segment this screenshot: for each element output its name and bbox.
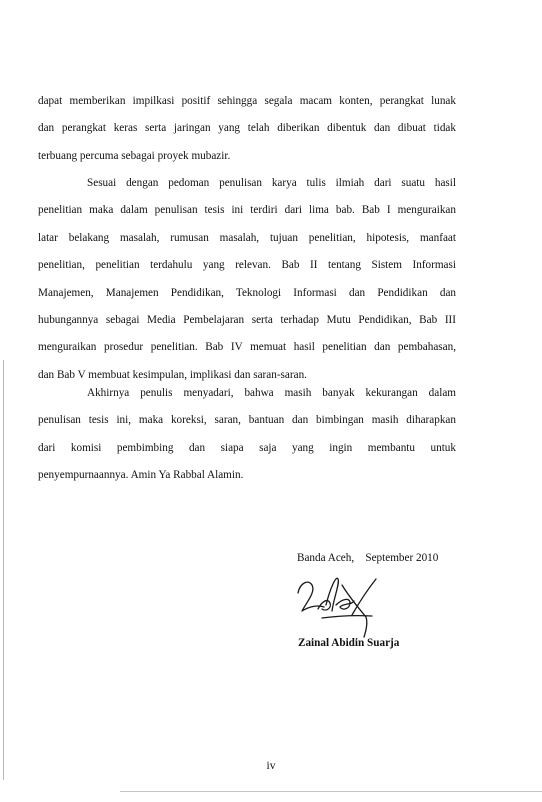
paragraph-line: penyempurnaannya. Amin Ya Rabbal Alamin. — [38, 469, 244, 482]
paragraph-1 — [38, 88, 456, 170]
paragraph-3 — [38, 380, 456, 490]
scan-bottom-line — [120, 791, 542, 792]
paragraph-line: terbuang percuma sebagai proyek mubazir. — [38, 149, 231, 162]
paragraph-line: dapat memberikan impilkasi positif sehingga segala macam konten, perangkat lunak — [38, 95, 456, 107]
paragraph-line: dari komisi pembimbing dan siapa saja yang ingin membantu untuk — [38, 441, 456, 454]
paragraph-line: Manajemen, Manajemen Pendidikan, Teknologi Informasi dan Pendidikan dan — [38, 286, 456, 299]
paragraph-2 — [38, 170, 456, 389]
paragraph-line: latar belakang masalah, rumusan masalah, tujuan penelitian, hipotesis, manfaat — [38, 231, 456, 244]
paragraph-line: menguraikan prosedur penelitian. Bab IV memuat hasil penelitian dan pembahasan, — [38, 341, 456, 354]
paragraph-line: Sesuai dengan pedoman penulisan karya tulis ilmiah dari suatu hasil — [87, 177, 456, 189]
handwritten-signature — [292, 571, 382, 639]
scan-margin-line — [3, 360, 4, 780]
page-number: iv — [266, 760, 276, 772]
paragraph-line: Akhirnya penulis menyadari, bahwa masih banyak kekurangan dalam — [87, 387, 456, 399]
paragraph-line: hubungannya sebagai Media Pembelajaran serta terhadap Mutu Pendidikan, Bab III — [38, 313, 456, 326]
signer-name: Zainal Abidin Suarja — [298, 637, 400, 649]
paragraph-line: dan perangkat keras serta jaringan yang telah diberikan dibentuk dan dibuat tidak — [38, 122, 456, 135]
paragraph-line: penelitian maka dalam penulisan tesis ini terdiri dari lima bab. Bab I menguraikan — [38, 204, 456, 217]
place-date: Banda Aceh, September 2010 — [297, 552, 439, 564]
paragraph-line: penelitian, penelitian terdahulu yang relevan. Bab II tentang Sistem Informasi — [38, 259, 456, 272]
paragraph-line: dan Bab V membuat kesimpulan, implikasi dan saran-saran. — [38, 368, 307, 381]
paragraph-line: penulisan tesis ini, maka koreksi, saran, bantuan dan bimbingan masih diharapkan — [38, 414, 456, 427]
